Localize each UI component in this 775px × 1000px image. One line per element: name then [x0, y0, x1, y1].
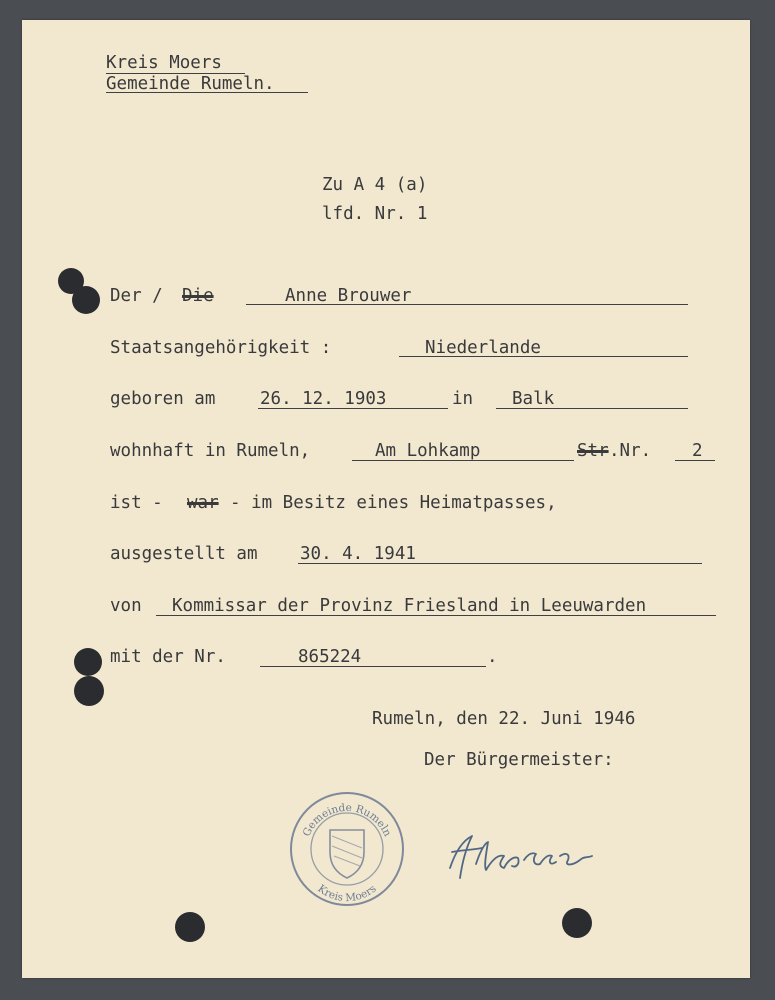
municipal-seal: [288, 790, 406, 908]
war-struck: war: [187, 493, 219, 513]
punch-hole: [74, 648, 102, 676]
municipality-underline: [106, 92, 308, 93]
reference-line-1: Zu A 4 (a): [322, 175, 428, 195]
district-name: Kreis Moers: [106, 53, 222, 73]
number-end-period: .: [487, 647, 498, 667]
die-struck: Die: [182, 286, 214, 306]
punch-hole: [562, 908, 592, 938]
ist-label: ist -: [110, 493, 163, 513]
nationality-label: Staatsangehörigkeit :: [110, 338, 332, 358]
seal-bottom-text: Kreis Moers: [315, 882, 379, 905]
resident-label: wohnhaft in Rumeln,: [110, 441, 311, 461]
birth-date-line: [258, 408, 448, 409]
possession-text: - im Besitz eines Heimatpasses,: [230, 493, 557, 513]
mayor-signature: [442, 820, 612, 890]
authority-line: [156, 615, 716, 616]
house-number-line: [675, 460, 715, 461]
house-number: 2: [692, 441, 703, 461]
number-label: mit der Nr.: [110, 647, 226, 667]
str-struck: Str: [577, 441, 609, 461]
in-label: in: [452, 389, 474, 409]
street-line: [352, 460, 574, 461]
punch-hole: [74, 676, 104, 706]
nr-label: .Nr.: [609, 441, 652, 461]
seal-top-text: Gemeinde Rumeln: [300, 801, 394, 839]
issuing-authority: Kommissar der Provinz Friesland in Leeuwarden: [172, 596, 647, 616]
person-name: Anne Brouwer: [285, 286, 412, 306]
reference-line-2: lfd. Nr. 1: [322, 204, 428, 224]
signatory-title: Der Bürgermeister:: [424, 750, 614, 770]
pass-number: 865224: [298, 647, 362, 667]
issue-date-line: [298, 563, 702, 564]
nationality-value: Niederlande: [425, 338, 541, 358]
birth-place: Balk: [512, 389, 555, 409]
street-name: Am Lohkamp: [375, 441, 481, 461]
pass-number-line: [260, 666, 486, 667]
issued-label: ausgestellt am: [110, 544, 258, 564]
nationality-line: [399, 356, 688, 357]
place-date: Rumeln, den 22. Juni 1946: [372, 709, 636, 729]
birth-date: 26. 12. 1903: [260, 389, 387, 409]
der-label: Der /: [110, 286, 163, 306]
born-label: geboren am: [110, 389, 216, 409]
issue-date: 30. 4. 1941: [300, 544, 416, 564]
punch-hole: [72, 286, 100, 314]
from-label: von: [110, 596, 142, 616]
municipality-name: Gemeinde Rumeln.: [106, 74, 275, 94]
punch-hole: [175, 912, 205, 942]
document-page: [22, 20, 750, 978]
birth-place-line: [496, 408, 688, 409]
name-line: [246, 304, 688, 305]
